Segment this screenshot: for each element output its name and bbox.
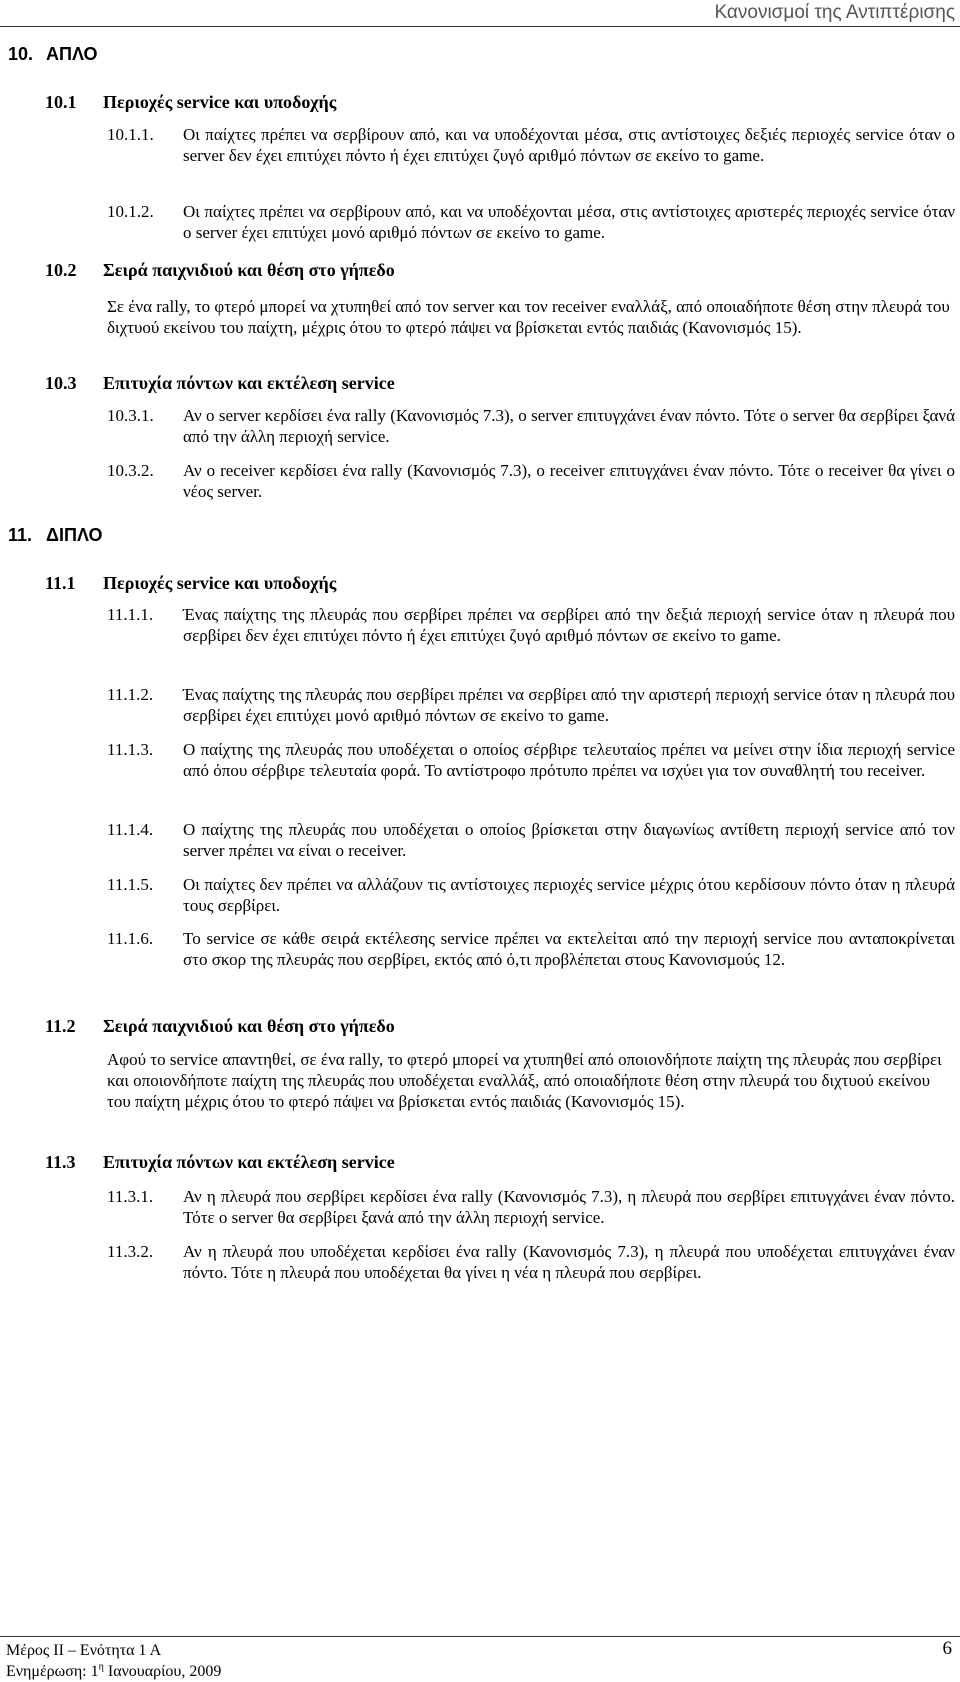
- rule-text: Αν ο receiver κερδίσει ένα rally (Κανονισμός 7.3), ο receiver επιτυγχάνει έναν πόντο. Τότε ο receiver θα γίνει ο νέος server.: [183, 461, 955, 501]
- section-title: Περιοχές service και υποδοχής: [103, 573, 337, 593]
- section-title: Σειρά παιχνιδιού και θέση στο γήπεδο: [103, 1016, 395, 1036]
- section-title: Επιτυχία πόντων και εκτέλεση service: [103, 1152, 395, 1172]
- rule-11-1-4: [107, 819, 955, 861]
- section-title: ΔΙΠΛΟ: [46, 525, 103, 545]
- rule-number: 11.1.4.: [107, 820, 154, 839]
- section-11-2-heading: [45, 1016, 395, 1037]
- section-title: Σειρά παιχνιδιού και θέση στο γήπεδο: [103, 260, 395, 280]
- section-title: Περιοχές service και υποδοχής: [103, 92, 337, 112]
- section-number: 10.2: [45, 260, 77, 280]
- rule-text: Αν η πλευρά που υποδέχεται κερδίσει ένα rally (Κανονισμός 7.3), η πλευρά που υποδέχεται επιτυγχάνει έναν πόντο. Τότε η πλευρά που υποδέχεται θα γίνει η νέα η πλευρά που σερβίρει.: [183, 1242, 955, 1282]
- rule-text: Το service σε κάθε σειρά εκτέλεσης service πρέπει να εκτελείται από την περιοχή service που ανταποκρίνεται στο σκορ της πλευράς που σερβίρει, εκτός από ό,τι προβλέπεται στους Κανονισμούς 12.: [183, 929, 955, 969]
- section-11-1-heading: [45, 573, 336, 594]
- section-10-heading: [8, 44, 98, 65]
- rule-text: Αν ο server κερδίσει ένα rally (Κανονισμός 7.3), ο server επιτυγχάνει έναν πόντο. Τότε ο server θα σερβίρει ξανά από την άλλη περιοχή service.: [183, 406, 955, 446]
- section-number: 10.3: [45, 373, 77, 393]
- running-header-title: Κανονισμοί της Αντιπτέρισης: [714, 2, 955, 23]
- rule-number: 10.3.1.: [107, 406, 154, 425]
- rule-text: Ένας παίχτης της πλευράς που σερβίρει πρέπει να σερβίρει από την δεξιά περιοχή service όταν η πλευρά που σερβίρει δεν έχει επιτύχει πόντο ή έχει επιτύχει ζυγό αριθμό πόντων σε εκείνο το game.: [183, 605, 955, 645]
- header-rule: [0, 26, 960, 27]
- section-10-3-heading: [45, 373, 395, 394]
- rule-text: Ο παίχτης της πλευράς που υποδέχεται ο οποίος σέρβιρε τελευταίος πρέπει να μείνει στην ίδια περιοχή service από όπου σέρβιρε τελευταία φορά. Το αντίστροφο πρότυπο πρέπει να ισχύει για τον συναθλητή του receiver.: [183, 740, 955, 780]
- section-number: 10.: [8, 44, 34, 64]
- rule-10-1-1: [107, 124, 955, 166]
- section-number: 11.: [8, 525, 33, 545]
- section-11-heading: [8, 525, 102, 546]
- paragraph-11-2: Αφού το service απαντηθεί, σε ένα rally, το φτερό μπορεί να χτυπηθεί από οποιονδήποτε παίχτη της πλευράς που σερβίρει και οποιονδήποτε παίχτη της πλευράς που υποδέχεται εναλλάξ, από οποιαδήποτε θέση στην πλευρά του διχτυού εκείνου του παίχτη μέχρις ότου το φτερό πάψει να βρίσκεται εντός παιδιάς (Κανονισμός 15).: [107, 1050, 942, 1111]
- rule-10-1-2: [107, 201, 955, 243]
- rule-text: Οι παίχτες πρέπει να σερβίρουν από, και να υποδέχονται μέσα, στις αντίστοιχες αριστερές περιοχές service όταν ο server έχει επιτύχει μονό αριθμό πόντων σε εκείνο το game.: [183, 202, 955, 242]
- rule-number: 11.1.3.: [107, 740, 154, 759]
- section-number: 11.1: [45, 573, 76, 593]
- section-10-1-heading: [45, 92, 336, 113]
- rule-11-3-1: [107, 1186, 955, 1228]
- rule-text: Οι παίχτες δεν πρέπει να αλλάζουν τις αντίστοιχες περιοχές service μέχρις ότου κερδίσουν πόντο όταν η πλευρά τους σερβίρει.: [183, 875, 955, 915]
- section-number: 11.2: [45, 1016, 76, 1036]
- rule-number: 11.3.1.: [107, 1187, 154, 1206]
- footer-updated-prefix: Ενημέρωση: 1: [6, 1663, 99, 1680]
- rule-11-3-2: [107, 1241, 955, 1283]
- rule-10-3-1: [107, 405, 955, 447]
- section-number: 11.3: [45, 1152, 76, 1172]
- paragraph-10-2: Σε ένα rally, το φτερό μπορεί να χτυπηθεί από τον server και τον receiver εναλλάξ, από οποιαδήποτε θέση στην πλευρά του διχτυού εκείνου του παίχτη, μέχρις ότου το φτερό πάψει να βρίσκεται εντός παιδιάς (Κανονισμός 15).: [107, 297, 950, 337]
- rule-11-1-6: [107, 928, 955, 970]
- rule-11-1-1: [107, 604, 955, 646]
- rule-number: 10.1.1.: [107, 125, 154, 144]
- section-title: Επιτυχία πόντων και εκτέλεση service: [103, 373, 395, 393]
- rule-number: 11.1.1.: [107, 605, 154, 624]
- footer-part: Μέρος ΙΙ – Ενότητα 1 Α: [6, 1642, 162, 1659]
- rule-number: 11.3.2.: [107, 1242, 154, 1261]
- footer-updated-suffix: Ιανουαρίου, 2009: [103, 1663, 222, 1680]
- rule-11-1-2: [107, 684, 955, 726]
- rule-number: 11.1.2.: [107, 685, 154, 704]
- rule-text: Αν η πλευρά που σερβίρει κερδίσει ένα rally (Κανονισμός 7.3), η πλευρά που σερβίρει επιτυγχάνει έναν πόντο. Τότε ο server θα σερβίρει ξανά από την άλλη περιοχή service.: [183, 1187, 955, 1227]
- rule-number: 11.1.6.: [107, 929, 154, 948]
- rule-text: Οι παίχτες πρέπει να σερβίρουν από, και να υποδέχονται μέσα, στις αντίστοιχες δεξιές περιοχές service όταν ο server δεν έχει επιτύχει πόντο ή έχει επιτύχει ζυγό αριθμό πόντων σε εκείνο το game.: [183, 125, 955, 165]
- rule-text: Ο παίχτης της πλευράς που υποδέχεται ο οποίος βρίσκεται στην διαγωνίως αντίθετη περιοχή service από τον server πρέπει να είναι ο receiver.: [183, 820, 955, 860]
- rule-number: 11.1.5.: [107, 875, 154, 894]
- section-11-3-heading: [45, 1152, 395, 1173]
- rule-11-1-5: [107, 874, 955, 916]
- section-number: 10.1: [45, 92, 77, 112]
- rule-number: 10.3.2.: [107, 461, 154, 480]
- rule-text: Ένας παίχτης της πλευράς που σερβίρει πρέπει να σερβίρει από την αριστερή περιοχή service όταν η πλευρά που σερβίρει έχει επιτύχει μονό αριθμό πόντων σε εκείνο το game.: [183, 685, 955, 725]
- section-10-2-heading: [45, 260, 395, 281]
- rule-number: 10.1.2.: [107, 202, 154, 221]
- footer-updated-sup: η: [98, 1661, 104, 1673]
- footer-rule: [0, 1636, 960, 1637]
- page-number: 6: [942, 1638, 952, 1659]
- rule-11-1-3: [107, 739, 955, 781]
- section-title: ΑΠΛΟ: [46, 44, 98, 64]
- footer-info: [6, 1640, 221, 1682]
- rule-10-3-2: [107, 460, 955, 502]
